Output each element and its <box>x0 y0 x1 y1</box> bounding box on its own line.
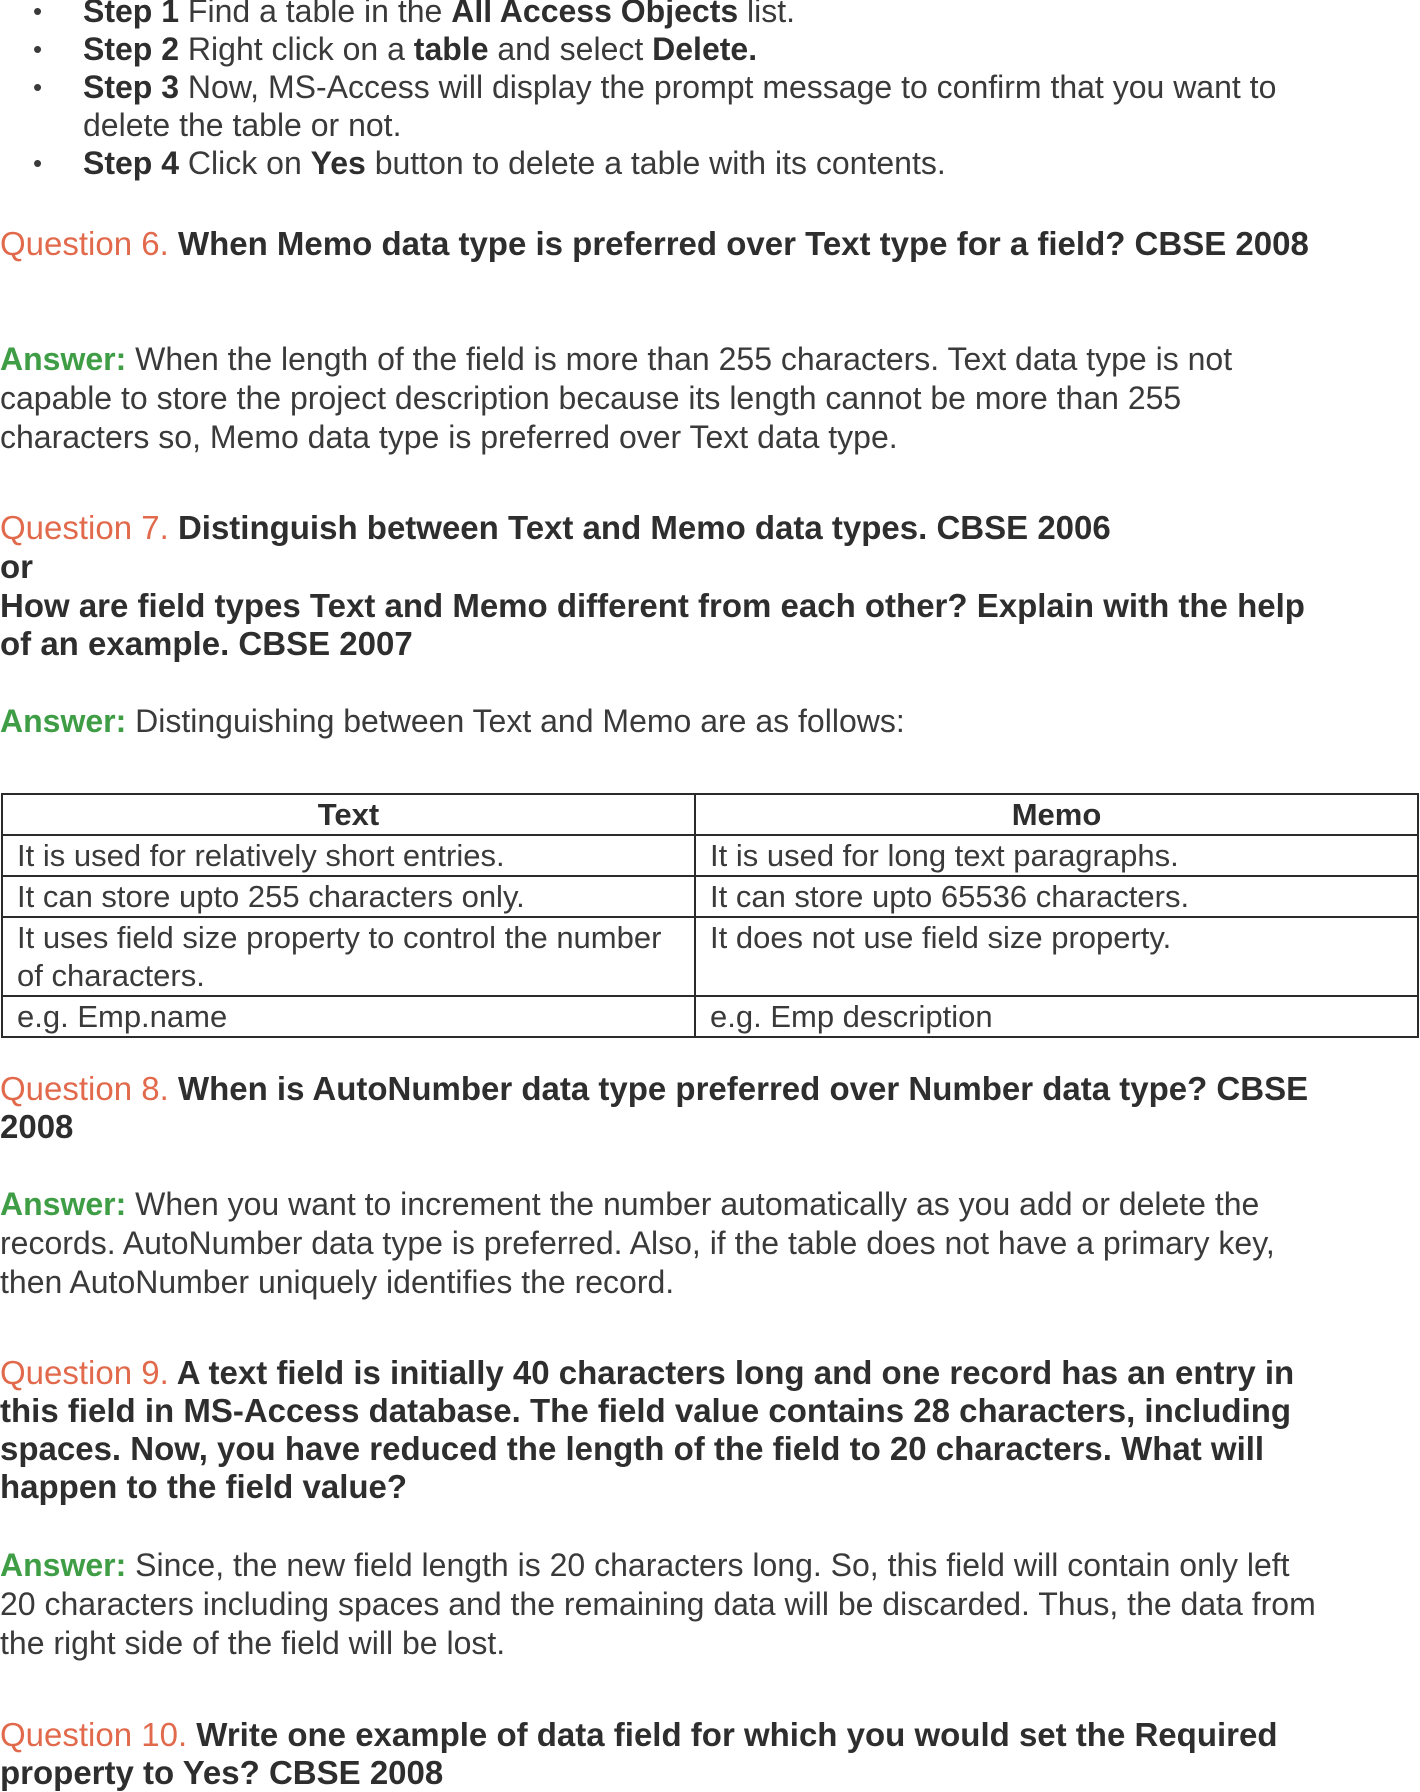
step-item <box>0 144 1330 182</box>
question-label: Question 8. <box>0 1070 169 1107</box>
step-text: Click on <box>179 145 311 181</box>
question-9 <box>0 1354 1330 1506</box>
answer-label: Answer: <box>0 703 127 739</box>
question-7-alt <box>0 587 1330 663</box>
answer-text: Since, the new field length is 20 characters long. So, this field will contain only left 20 characters including spaces and the remaining data will be discarded. Thus, the data from the right side of the field will be lost. <box>0 1547 1316 1661</box>
question-text: When is AutoNumber data type preferred over Number data type? CBSE 2008 <box>0 1070 1309 1145</box>
table-cell: It uses field size property to control the number of characters. <box>2 917 695 996</box>
answer-label: Answer: <box>0 1547 127 1583</box>
table-cell: It does not use field size property. <box>695 917 1418 996</box>
step-item <box>0 0 1330 30</box>
question-text: Write one example of data field for which you would set the Required property to Yes? CBSE 2008 <box>0 1716 1278 1791</box>
answer-6 <box>0 340 1330 457</box>
step-text: Find a table in the <box>179 0 452 29</box>
table-row <box>2 876 1418 917</box>
step-label: Step 3 <box>83 69 180 105</box>
answer-label: Answer: <box>0 341 127 377</box>
question-label: Question 6. <box>0 225 169 262</box>
question-6 <box>0 225 1330 263</box>
table-cell: It can store upto 65536 characters. <box>695 876 1418 917</box>
step-label: Step 2 <box>83 31 180 67</box>
table-cell: It can store upto 255 characters only. <box>2 876 695 917</box>
answer-text: Distinguishing between Text and Memo are as follows: <box>126 703 905 739</box>
answer-text: When the length of the field is more than 255 characters. Text data type is not capable to store the project description because its length cannot be more than 255 characters so, Memo data type is preferred over Text data type. <box>0 341 1233 455</box>
header-memo: Memo <box>695 794 1418 835</box>
step-item <box>0 30 1330 68</box>
question-text: Distinguish between Text and Memo data types. CBSE 2006 <box>168 509 1111 546</box>
question-text: A text field is initially 40 characters long and one record has an entry in this field in MS-Access database. The field value contains 28 characters, including spaces. Now, you have reduced the length of the field to 20 characters. What will happen to the field value? <box>0 1354 1295 1505</box>
step-text: and select <box>488 31 653 67</box>
step-label: Step 4 <box>83 145 180 181</box>
answer-8 <box>0 1185 1330 1302</box>
table-cell: It is used for long text paragraphs. <box>695 835 1418 876</box>
comparison-table <box>1 793 1419 1038</box>
table-header-row <box>2 794 1418 835</box>
question-label: Question 9. <box>0 1354 169 1391</box>
question-label: Question 10. <box>0 1716 188 1753</box>
table-row <box>2 996 1418 1037</box>
step-bold: table <box>413 31 489 67</box>
question-text: When Memo data type is preferred over Text type for a field? CBSE 2008 <box>168 225 1309 262</box>
step-bold: Yes <box>310 145 366 181</box>
or-text: or <box>0 548 33 585</box>
answer-9 <box>0 1546 1330 1663</box>
question-10 <box>0 1716 1330 1792</box>
bullet-icon: • <box>33 34 43 64</box>
table-cell: e.g. Emp description <box>695 996 1418 1037</box>
bullet-icon: • <box>33 0 43 26</box>
answer-text: When you want to increment the number automatically as you add or delete the records. AutoNumber data type is preferred. Also, if the table does not have a primary key, then AutoNumber uniquely identifies the record. <box>0 1186 1275 1300</box>
step-text: Right click on a <box>179 31 414 67</box>
table-cell: e.g. Emp.name <box>2 996 695 1037</box>
bullet-icon: • <box>33 72 43 102</box>
step-text: button to delete a table with its contents. <box>365 145 946 181</box>
step-text: Now, MS-Access will display the prompt message to confirm that you want to delete the table or not. <box>83 69 1277 143</box>
header-text: Text <box>2 794 695 835</box>
question-label: Question 7. <box>0 509 169 546</box>
question-7 <box>0 509 1330 547</box>
answer-7 <box>0 702 1330 741</box>
step-list <box>0 0 1330 182</box>
step-text: list. <box>738 0 796 29</box>
step-bold: All Access Objects <box>451 0 739 29</box>
question-8 <box>0 1070 1330 1146</box>
step-item <box>0 68 1330 144</box>
question-alt-text: How are field types Text and Memo different from each other? Explain with the help of an example. CBSE 2007 <box>0 587 1305 662</box>
table-row <box>2 835 1418 876</box>
step-label: Step 1 <box>83 0 180 29</box>
table-cell: It is used for relatively short entries. <box>2 835 695 876</box>
answer-label: Answer: <box>0 1186 127 1222</box>
question-7-or <box>0 548 1330 586</box>
table-row <box>2 917 1418 996</box>
bullet-icon: • <box>33 148 43 178</box>
step-bold: Delete. <box>652 31 758 67</box>
